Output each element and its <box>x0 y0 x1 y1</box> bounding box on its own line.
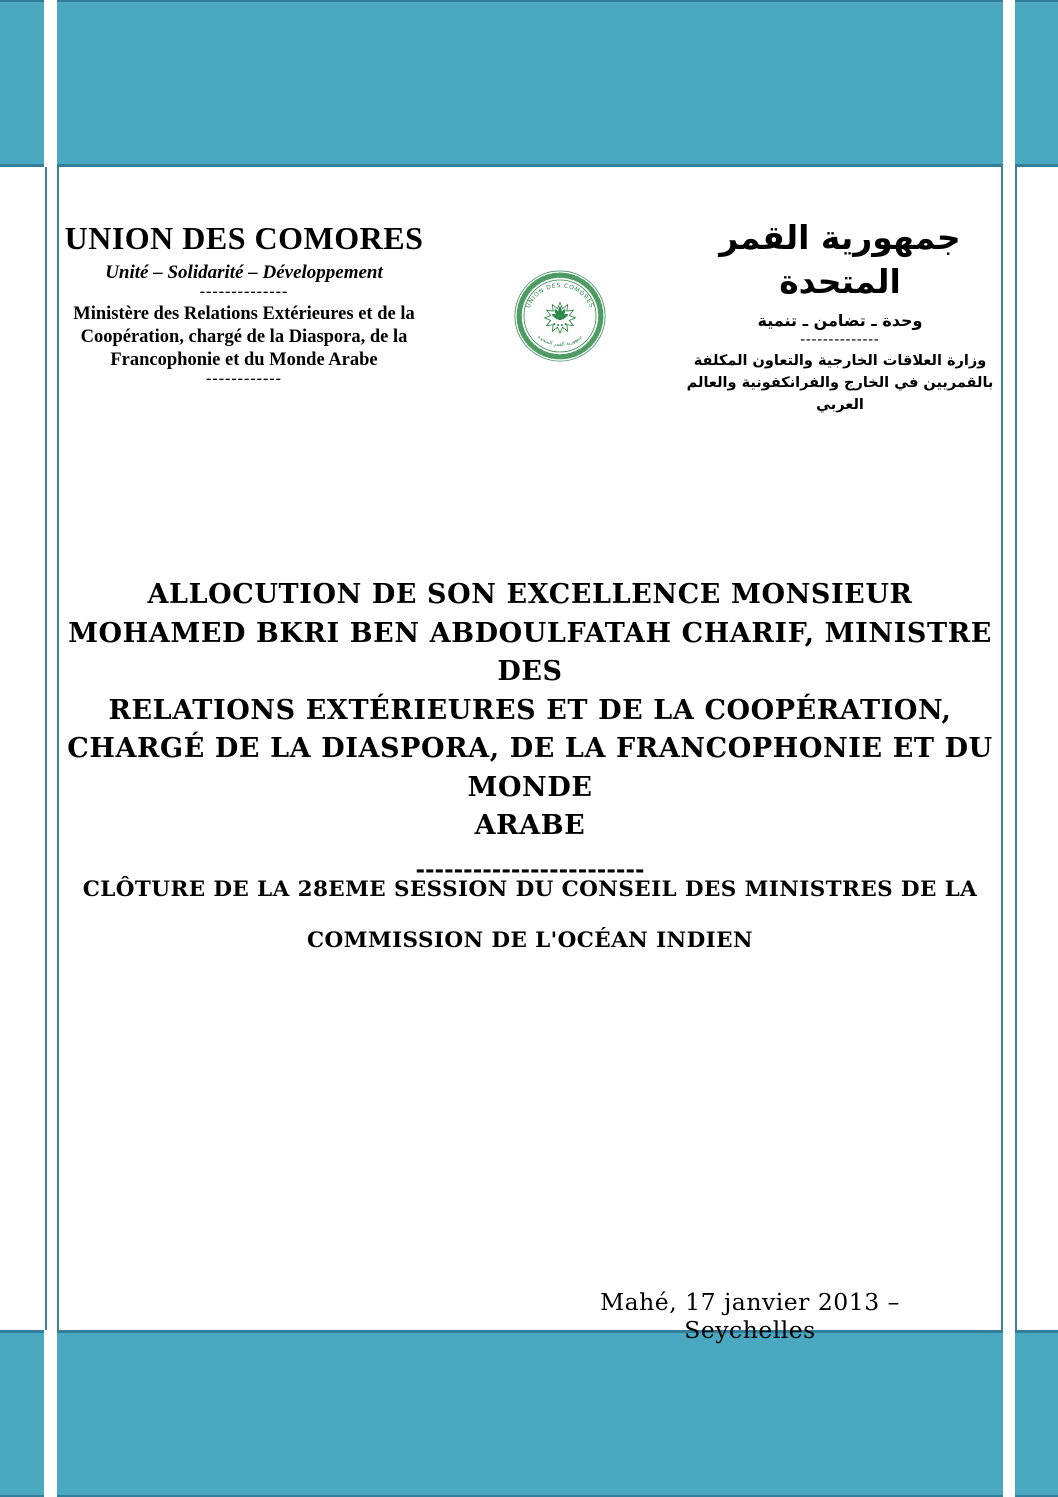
place-date-line: Mahé, 17 janvier 2013 – Seychelles <box>600 1288 900 1344</box>
country-title-french: UNION DES COMORES <box>64 220 424 256</box>
letterhead-arabic <box>672 216 1008 416</box>
bottom-band-left-gap <box>44 1330 57 1497</box>
ministry-name-french <box>58 303 430 372</box>
ministry-line: Francophonie et du Monde Arabe <box>110 350 378 370</box>
divider-dashes: ------------ <box>206 370 282 387</box>
bottom-border-band <box>0 1330 1058 1497</box>
motto-french: Unité – Solidarité – Développement <box>105 262 383 283</box>
ministry-line: وزارة العلاقات الخارجية والتعاون المكلفة <box>693 353 987 369</box>
top-band-main-block <box>57 0 1003 167</box>
left-outer-frame-line <box>45 167 47 1330</box>
top-band-right-block <box>1015 0 1058 167</box>
top-band-right-gap <box>1003 0 1015 167</box>
divider-dashes: ------------------------ <box>415 855 645 883</box>
bottom-band-main-block <box>57 1330 1003 1497</box>
seal-center-emblem <box>545 303 576 334</box>
speech-title-line: RELATIONS EXTÉRIEURES ET DE LA COOPÉRATION, <box>108 694 952 726</box>
speech-title-line: ALLOCUTION DE SON EXCELLENCE MONSIEUR <box>147 579 913 610</box>
speech-title-line: MOHAMED BKRI BEN ABDOULFATAH CHARIF, MINISTRE DES <box>68 617 992 687</box>
top-band-left-block <box>0 0 44 167</box>
svg-text:جمهورية القمر المتحدة <box>536 334 584 348</box>
bottom-band-right-block <box>1015 1330 1058 1497</box>
ministry-line: بالقمريين في الخارج والفرانكفونية والعالم العربي <box>686 375 994 413</box>
session-subtitle-line: CLÔTURE DE LA 28EME SESSION DU CONSEIL DES MINISTRES DE LA <box>82 877 978 902</box>
seal-ring-text-latin: UNION DES COMORES <box>524 282 596 310</box>
motto-arabic: وحدة ـ تضامن ـ تنمية <box>757 311 923 330</box>
comoros-seal-emblem <box>512 268 608 364</box>
top-band-left-gap <box>44 0 57 167</box>
country-title-arabic: جمهورية القمر المتحدة <box>719 218 961 301</box>
speech-title-line: ARABE <box>474 810 586 841</box>
session-subtitle <box>59 864 1001 966</box>
ministry-name-arabic <box>672 350 1008 416</box>
divider-dashes: -------------- <box>199 283 289 300</box>
divider-dashes: -------------- <box>800 332 880 347</box>
speech-title-line: CHARGÉ DE LA DIASPORA, DE LA FRANCOPHONIE ET DU MONDE <box>67 733 993 803</box>
letterhead-french <box>58 220 430 386</box>
ministry-line: Coopération, chargé de la Diaspora, de la <box>80 327 408 347</box>
top-border-band <box>0 0 1058 167</box>
right-outer-frame-line <box>1015 167 1017 1330</box>
seal-ring-text-arabic: جمهورية القمر المتحدة <box>536 334 584 348</box>
ministry-line: Ministère des Relations Extérieures et de la <box>73 304 415 324</box>
bottom-band-right-gap <box>1003 1330 1015 1497</box>
session-subtitle-line: COMMISSION DE L'OCÉAN INDIEN <box>307 928 753 953</box>
bottom-band-left-block <box>0 1330 44 1497</box>
speech-title <box>59 576 1001 884</box>
